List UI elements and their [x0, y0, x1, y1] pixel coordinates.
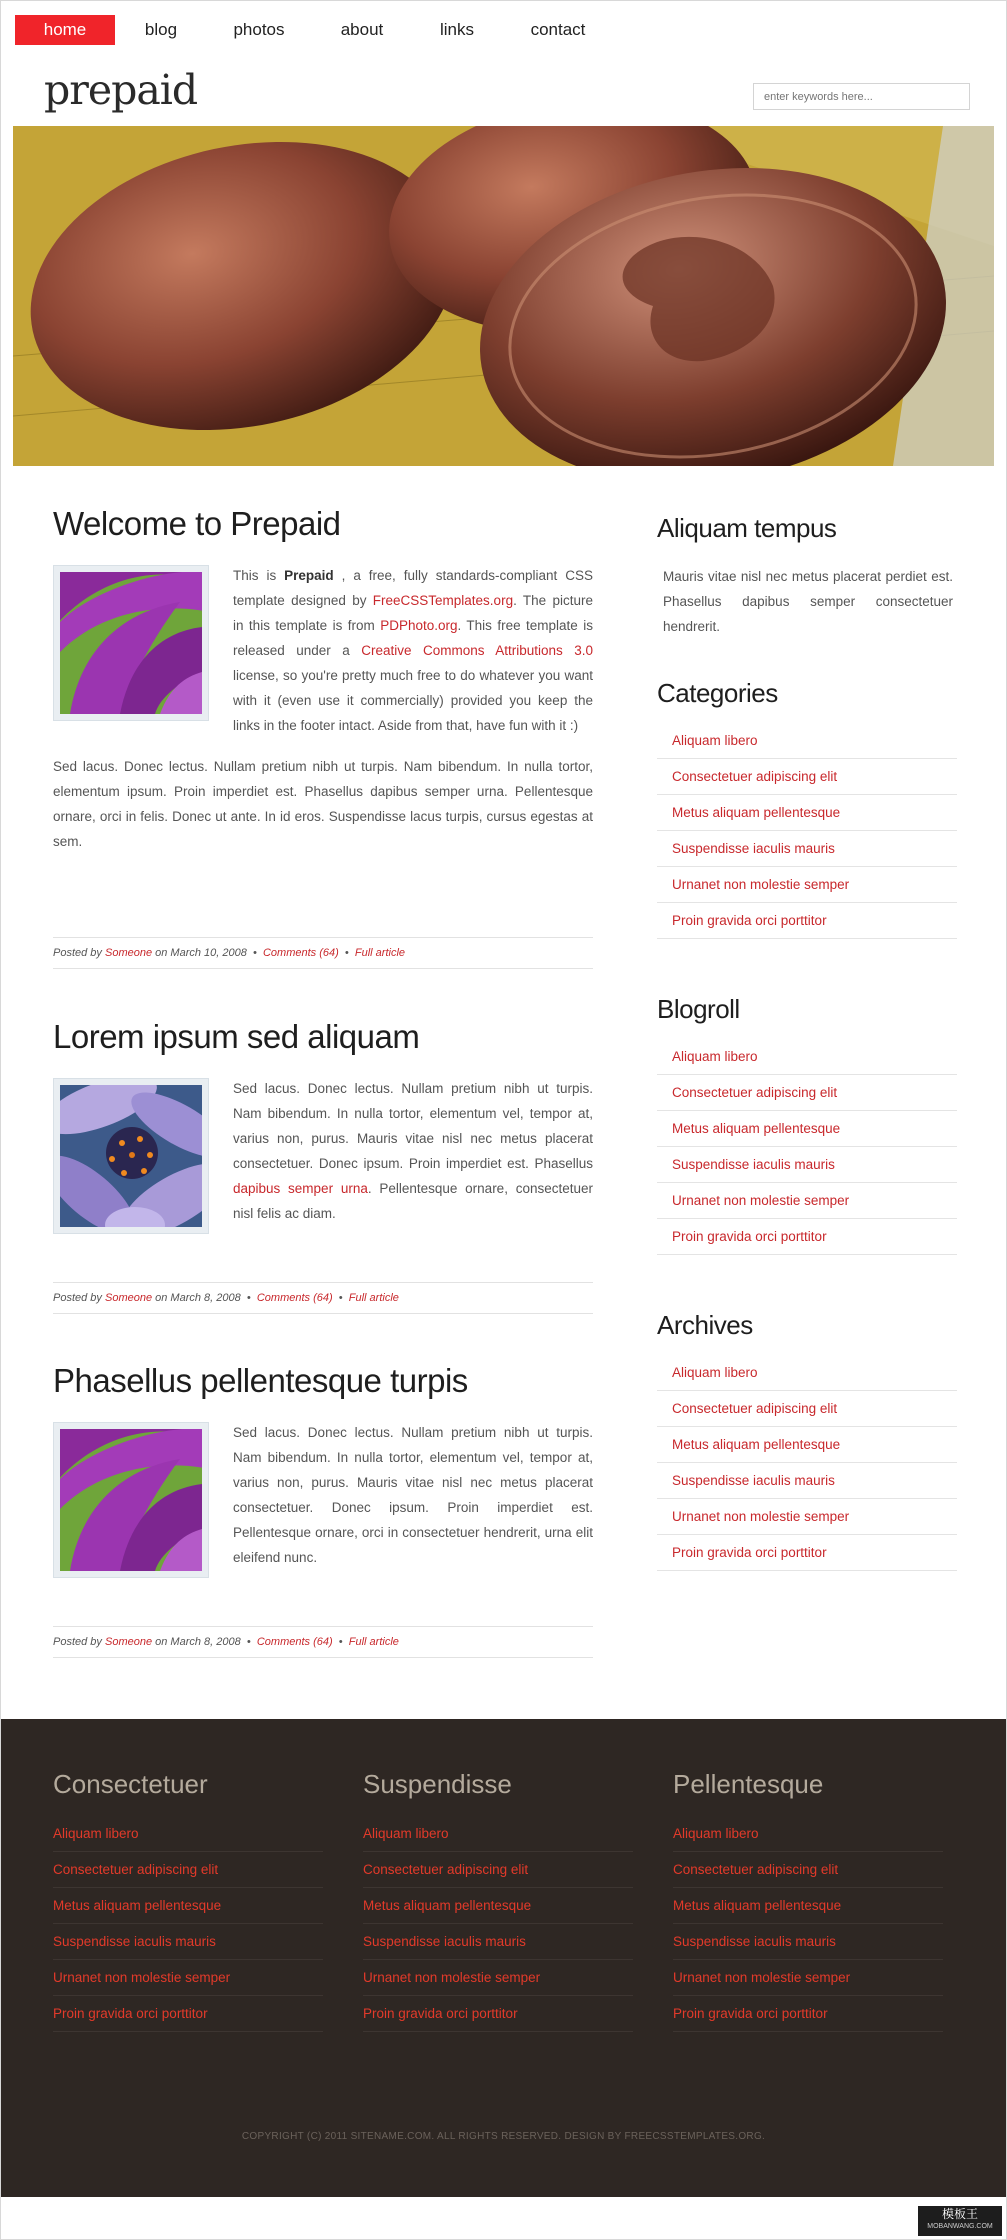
list-item: [657, 1463, 957, 1499]
sidebar-categories: [657, 678, 957, 939]
archives-list: [657, 1355, 957, 1571]
footer-links: [673, 1816, 943, 2032]
footer-link[interactable]: Aliquam libero: [363, 1826, 449, 1841]
watermark-title: 模板王: [941, 2207, 978, 2221]
category-link[interactable]: Proin gravida orci porttitor: [672, 913, 827, 928]
list-item: [657, 1039, 957, 1075]
category-link[interactable]: Urnanet non molestie semper: [672, 877, 850, 892]
list-item: [53, 1996, 323, 2032]
footer-link[interactable]: Proin gravida orci porttitor: [53, 2006, 208, 2021]
post-1: [53, 505, 594, 959]
footer-links: [53, 1816, 323, 2032]
meta-posted: Posted by: [53, 1636, 105, 1648]
list-item: [657, 1391, 957, 1427]
footer-column-title: Consectetuer: [53, 1769, 208, 1799]
sidebar-title: Aliquam tempus: [657, 513, 837, 543]
list-item: [657, 903, 957, 939]
sidebar-title: Blogroll: [657, 994, 740, 1024]
post-text: This is: [233, 568, 285, 583]
post-paragraph: Sed lacus. Donec lectus. Nullam pretium nibh ut turpis. Nam bibendum. In nulla tortor, elementum ipsum. Proin imperdiet est. Phasellus dapibus semper urna. Pellentesque ornare, orci in felis. Donec ut ante. In id eros. Suspendisse lacus turpis, cursus egestas at sem.: [53, 759, 593, 849]
list-item: [673, 1852, 943, 1888]
list-item: [657, 831, 957, 867]
post-title[interactable]: Phasellus pellentesque turpis: [53, 1362, 468, 1399]
list-item: [657, 1111, 957, 1147]
meta-separator: •: [253, 947, 257, 959]
site-footer: [1, 1719, 1006, 2197]
full-article-link[interactable]: Full article: [354, 947, 406, 959]
list-item: [657, 1219, 957, 1255]
post-body: [233, 1076, 593, 1226]
meta-posted: Posted by: [53, 1292, 105, 1304]
post-text: Sed lacus. Donec lectus. Nullam pretium nibh ut turpis. Nam bibendum. In nulla tortor, elementum vel, tempor at, varius non, purus. Mauris vitae nisl nec metus placerat consectetuer. Donec ipsum. Proin imperdiet est. Phasellus: [233, 1081, 593, 1171]
list-item: [657, 1355, 957, 1391]
post-text: , a free, fully standards-compliant CSS template designed by: [233, 568, 593, 608]
footer-column-1: [53, 1769, 323, 2032]
footer-column-2: [363, 1769, 633, 2032]
post-title[interactable]: Lorem ipsum sed aliquam: [53, 1018, 420, 1055]
list-item: [657, 1147, 957, 1183]
full-article-link[interactable]: Full article: [348, 1292, 399, 1304]
footer-link[interactable]: Consectetuer adipiscing elit: [53, 1862, 219, 1877]
post-title[interactable]: Welcome to Prepaid: [53, 505, 341, 542]
author-link[interactable]: Someone: [104, 947, 153, 959]
dapibus-link[interactable]: dapibus semper urna: [233, 1181, 368, 1196]
list-item: [657, 1535, 957, 1571]
nav-about[interactable]: about: [340, 20, 384, 39]
footer-link[interactable]: Suspendisse iaculis mauris: [53, 1934, 216, 1949]
list-item: [657, 1075, 957, 1111]
categories-list: [657, 723, 957, 939]
site-logo[interactable]: prepaid: [44, 66, 198, 114]
coins-image: [13, 126, 994, 466]
post-date: on March 8, 2008: [152, 1292, 241, 1304]
blogroll-link[interactable]: Urnanet non molestie semper: [672, 1193, 850, 1208]
nav-blog[interactable]: blog: [144, 20, 178, 39]
footer-link[interactable]: Suspendisse iaculis mauris: [673, 1934, 836, 1949]
list-item: [657, 1183, 957, 1219]
sidebar-archives: [657, 1310, 957, 1571]
lilac-daisy-icon: [60, 1085, 202, 1227]
archive-link[interactable]: Urnanet non molestie semper: [672, 1509, 850, 1524]
list-item: [657, 723, 957, 759]
blogroll-list: [657, 1039, 957, 1255]
list-item: [673, 1996, 943, 2032]
author-link[interactable]: Someone: [104, 1292, 153, 1304]
list-item: [657, 795, 957, 831]
footer-link[interactable]: Urnanet non molestie semper: [363, 1970, 541, 1985]
author-link[interactable]: Someone: [104, 1636, 153, 1648]
footer-link[interactable]: Consectetuer adipiscing elit: [673, 1862, 839, 1877]
post-meta: [53, 937, 593, 969]
post-body: Sed lacus. Donec lectus. Nullam pretium nibh ut turpis. Nam bibendum. In nulla tortor, elementum vel, tempor at, varius non, purus. Mauris vitae nisl nec metus placerat consectetuer. Donec ipsum. Proin imperdiet est. Pellentesque ornare, orci in consectetuer hendrerit, urna elit eleifend nunc.: [233, 1425, 593, 1565]
blogroll-link[interactable]: Aliquam libero: [672, 1049, 758, 1064]
post-date: on March 10, 2008: [152, 947, 247, 959]
archive-link[interactable]: Metus aliquam pellentesque: [672, 1437, 841, 1452]
footer-link[interactable]: Aliquam libero: [673, 1826, 759, 1841]
category-link[interactable]: Consectetuer adipiscing elit: [672, 769, 838, 784]
post-thumbnail[interactable]: [53, 1422, 209, 1578]
post-3: [53, 1362, 593, 1648]
footer-link[interactable]: Metus aliquam pellentesque: [53, 1898, 222, 1913]
nav-contact[interactable]: contact: [530, 20, 586, 39]
footer-links: [363, 1816, 633, 2032]
list-item: [53, 1816, 323, 1852]
footer-link[interactable]: Metus aliquam pellentesque: [363, 1898, 532, 1913]
copyright-text: COPYRIGHT (C) 2011 SITENAME.COM. ALL RIGHTS RESERVED. DESIGN BY FREECSSTEMPLATES.ORG.: [241, 2131, 766, 2142]
post-text: . Pellentesque ornare, consectetuer nisl felis ac diam.: [233, 1181, 593, 1221]
footer-link[interactable]: Proin gravida orci porttitor: [363, 2006, 518, 2021]
watermark-badge: [918, 2206, 1002, 2236]
pdphoto-link[interactable]: PDPhoto.org: [380, 618, 458, 633]
meta-separator: •: [338, 1636, 343, 1648]
post-text-bold: Prepaid: [284, 568, 334, 583]
archive-link[interactable]: Aliquam libero: [672, 1365, 758, 1380]
list-item: [657, 1499, 957, 1535]
list-item: [363, 1960, 633, 1996]
post-meta: [53, 1282, 593, 1314]
archive-link[interactable]: Proin gravida orci porttitor: [672, 1545, 827, 1560]
nav-photos[interactable]: photos: [233, 20, 285, 39]
category-link[interactable]: Aliquam libero: [672, 733, 758, 748]
sidebar-title: Archives: [657, 1310, 753, 1340]
footer-column-title: Suspendisse: [363, 1769, 512, 1799]
nav-links[interactable]: links: [439, 20, 474, 39]
hero-image: [13, 126, 994, 466]
search-input[interactable]: [753, 83, 970, 110]
footer-link[interactable]: Aliquam libero: [53, 1826, 139, 1841]
archive-link[interactable]: Suspendisse iaculis mauris: [672, 1473, 835, 1488]
comments-link[interactable]: Comments (64): [262, 947, 339, 959]
comments-link[interactable]: Comments (64): [256, 1292, 333, 1304]
footer-column-title: Pellentesque: [673, 1769, 824, 1799]
list-item: [363, 1852, 633, 1888]
list-item: [657, 867, 957, 903]
list-item: [53, 1852, 323, 1888]
post-text: license, so you're pretty much free to do whatever you want with it (even use it commercially) provided you keep the links in the footer intact. Aside from that, have fun with it :): [233, 668, 593, 733]
meta-separator: •: [344, 947, 349, 959]
meta-separator: •: [338, 1292, 343, 1304]
watermark-url: MOBANWANG.COM: [927, 2223, 993, 2230]
freecsstemplates-link[interactable]: FreeCSSTemplates.org: [372, 593, 514, 608]
list-item: [673, 1924, 943, 1960]
sidebar-about-text: Mauris vitae nisl nec metus placerat perdiet est. Phasellus dapibus semper consectetuer hendrerit.: [663, 569, 953, 634]
list-item: [363, 1888, 633, 1924]
archive-link[interactable]: Consectetuer adipiscing elit: [672, 1401, 838, 1416]
list-item: [363, 1924, 633, 1960]
list-item: [53, 1960, 323, 1996]
list-item: [657, 759, 957, 795]
post-2: [53, 1018, 593, 1304]
creative-commons-link[interactable]: Creative Commons Attributions 3.0: [361, 643, 594, 658]
post-meta: [53, 1626, 593, 1658]
sidebar-blogroll: [657, 994, 957, 1255]
meta-separator: •: [246, 1292, 251, 1304]
footer-column-3: [673, 1769, 943, 2032]
sidebar-about: [657, 513, 957, 639]
meta-posted: Posted by: [53, 947, 105, 959]
category-link[interactable]: Suspendisse iaculis mauris: [672, 841, 835, 856]
post-body: [53, 563, 593, 854]
meta-separator: •: [246, 1636, 251, 1648]
footer-link[interactable]: Proin gravida orci porttitor: [673, 2006, 828, 2021]
footer-link[interactable]: Metus aliquam pellentesque: [673, 1898, 842, 1913]
footer-link[interactable]: Urnanet non molestie semper: [673, 1970, 851, 1985]
purple-flower-icon: [60, 1429, 202, 1571]
footer-link[interactable]: Urnanet non molestie semper: [53, 1970, 231, 1985]
category-link[interactable]: Metus aliquam pellentesque: [672, 805, 841, 820]
list-item: [673, 1816, 943, 1852]
list-item: [673, 1960, 943, 1996]
post-date: on March 8, 2008: [152, 1636, 241, 1648]
list-item: [657, 1427, 957, 1463]
list-item: [53, 1888, 323, 1924]
footer-link[interactable]: Consectetuer adipiscing elit: [363, 1862, 529, 1877]
nav-home[interactable]: home: [15, 15, 115, 45]
list-item: [53, 1924, 323, 1960]
full-article-link[interactable]: Full article: [348, 1636, 399, 1648]
blogroll-link[interactable]: Consectetuer adipiscing elit: [672, 1085, 838, 1100]
list-item: [673, 1888, 943, 1924]
list-item: [363, 1996, 633, 2032]
blogroll-link[interactable]: Suspendisse iaculis mauris: [672, 1157, 835, 1172]
post-thumbnail[interactable]: [53, 1078, 209, 1234]
post-text: . This free template is released under a: [233, 618, 593, 658]
sidebar-title: Categories: [657, 678, 778, 708]
footer-link[interactable]: Suspendisse iaculis mauris: [363, 1934, 526, 1949]
list-item: [363, 1816, 633, 1852]
comments-link[interactable]: Comments (64): [256, 1636, 333, 1648]
blogroll-link[interactable]: Proin gravida orci porttitor: [672, 1229, 827, 1244]
blogroll-link[interactable]: Metus aliquam pellentesque: [672, 1121, 841, 1136]
post-text: . The picture in this template is from: [233, 593, 593, 633]
